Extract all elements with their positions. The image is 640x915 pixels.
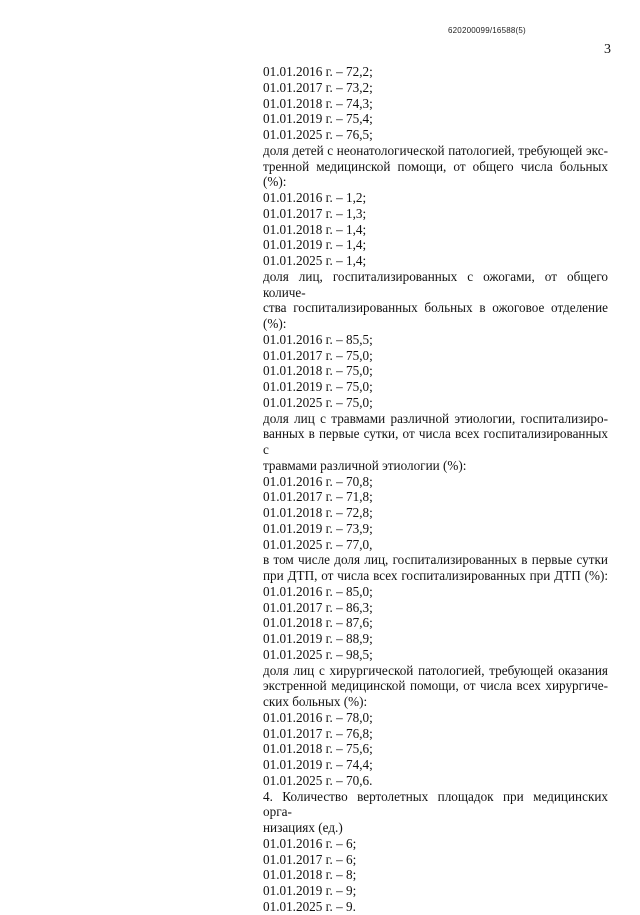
text-line: 01.01.2019 г. – 75,0; bbox=[263, 379, 373, 394]
text-line: 01.01.2016 г. – 78,0; bbox=[263, 709, 373, 725]
text-line: 01.01.2019 г. – 9; bbox=[263, 883, 357, 898]
text-line: (%): bbox=[263, 316, 287, 331]
text-line: 01.01.2016 г. – 85,0; bbox=[263, 583, 373, 599]
text-line: при ДТП, от числа всех госпитализированных при ДТП (%): bbox=[263, 568, 608, 583]
text-line: 01.01.2019 г. – 74,4; bbox=[263, 757, 373, 772]
text-line: экстренной медицинской помощи, от числа всех хирургиче- bbox=[263, 678, 608, 694]
text-line: 01.01.2025 г. – 76,5; bbox=[263, 127, 373, 142]
text-line: 01.01.2016 г. – 1,2; bbox=[263, 190, 367, 205]
text-line: в том числе доля лиц, госпитализированных в первые сутки bbox=[263, 552, 608, 568]
text-line: тренной медицинской помощи, от общего числа больных (%): bbox=[263, 158, 608, 190]
text-line: 01.01.2018 г. – 8; bbox=[263, 867, 357, 883]
text-line: ства госпитализированных больных в ожоговое отделение bbox=[263, 300, 608, 316]
page-number: 3 bbox=[604, 42, 611, 57]
text-line: ванных в первые сутки, от числа всех госпитализированных с bbox=[263, 426, 608, 457]
text-line: низациях (ед.) bbox=[263, 820, 343, 835]
text-line: 01.01.2025 г. – 75,0; bbox=[263, 394, 373, 410]
text-line: 01.01.2017 г. – 6; bbox=[263, 851, 357, 867]
text-line: 01.01.2016 г. – 72,2; bbox=[263, 64, 373, 79]
text-line: доля лиц с хирургической патологией, требующей оказания bbox=[263, 662, 608, 678]
text-line: 4. Количество вертолетных площадок при медицинских орга- bbox=[263, 788, 608, 820]
text-line: 01.01.2018 г. – 74,3; bbox=[263, 95, 373, 111]
text-line: 01.01.2017 г. – 76,8; bbox=[263, 725, 373, 741]
text-line: 01.01.2018 г. – 87,6; bbox=[263, 615, 373, 631]
text-line: 01.01.2018 г. – 1,4; bbox=[263, 221, 367, 237]
text-line: доля лиц, госпитализированных с ожогами, от общего количе- bbox=[263, 268, 608, 300]
text-line: 01.01.2019 г. – 73,9; bbox=[263, 520, 373, 536]
text-line: 01.01.2019 г. – 88,9; bbox=[263, 631, 373, 646]
text-line: 01.01.2016 г. – 85,5; bbox=[263, 331, 373, 347]
text-line: 01.01.2018 г. – 75,0; bbox=[263, 363, 373, 379]
text-line: 01.01.2025 г. – 1,4; bbox=[263, 253, 367, 268]
text-line: 01.01.2018 г. – 72,8; bbox=[263, 505, 373, 520]
text-line: 01.01.2016 г. – 6; bbox=[263, 835, 357, 851]
text-line: 01.01.2018 г. – 75,6; bbox=[263, 741, 373, 757]
text-line: 01.01.2019 г. – 1,4; bbox=[263, 237, 367, 253]
text-line: ских больных (%): bbox=[263, 694, 368, 709]
text-line: 01.01.2017 г. – 1,3; bbox=[263, 205, 367, 221]
text-line: 01.01.2017 г. – 86,3; bbox=[263, 599, 373, 615]
text-line: 01.01.2017 г. – 71,8; bbox=[263, 489, 373, 505]
document-registration-number: 620200099/16588(5) bbox=[448, 26, 526, 35]
text-line: доля детей с неонатологической патологией, требующей экс- bbox=[263, 142, 608, 158]
document-body bbox=[263, 64, 608, 915]
text-line: 01.01.2025 г. – 70,6. bbox=[263, 772, 373, 788]
text-line: 01.01.2025 г. – 9. bbox=[263, 898, 356, 914]
text-line: 01.01.2017 г. – 75,0; bbox=[263, 347, 373, 363]
text-line: 01.01.2016 г. – 70,8; bbox=[263, 473, 373, 489]
text-line: 01.01.2025 г. – 98,5; bbox=[263, 646, 373, 662]
text-line: 01.01.2025 г. – 77,0, bbox=[263, 536, 373, 552]
text-line: 01.01.2019 г. – 75,4; bbox=[263, 111, 373, 127]
text-line: 01.01.2017 г. – 73,2; bbox=[263, 79, 373, 95]
text-line: травмами различной этиологии (%): bbox=[263, 457, 467, 473]
text-line: доля лиц с травмами различной этиологии, госпитализиро- bbox=[263, 410, 608, 426]
